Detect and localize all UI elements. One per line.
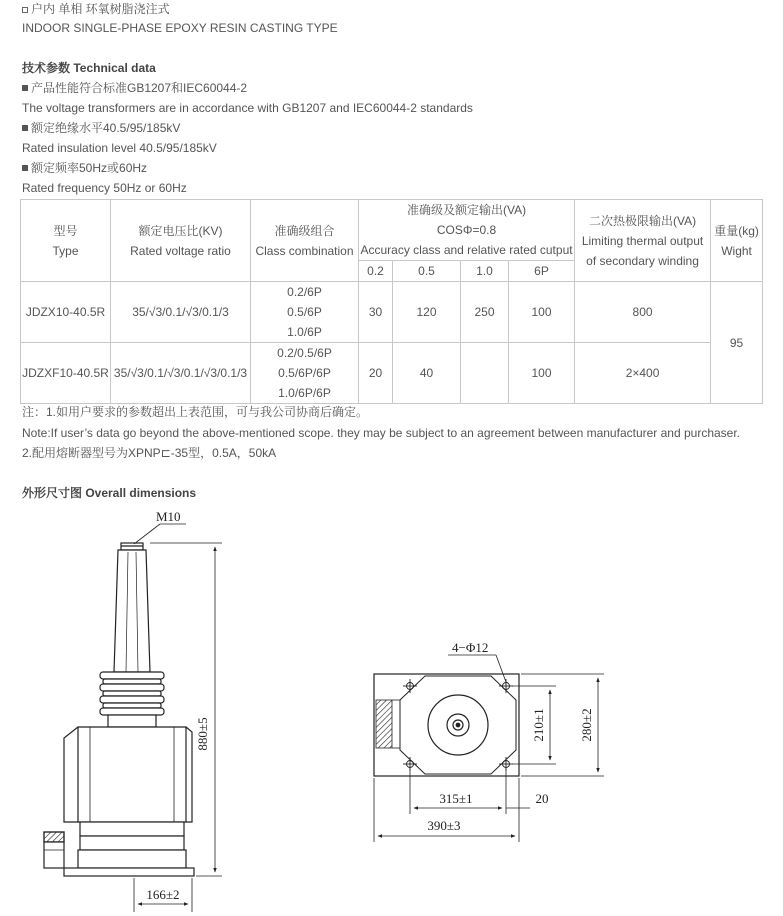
cell-02: 30 bbox=[359, 282, 393, 343]
title-en: INDOOR SINGLE-PHASE EPOXY RESIN CASTING TYPE bbox=[22, 21, 338, 35]
header-type: 型号 Type bbox=[21, 200, 111, 282]
cell-weight: 95 bbox=[711, 282, 763, 404]
cell-thermal: 800 bbox=[575, 282, 711, 343]
spec-table bbox=[20, 199, 763, 404]
cell-type: JDZXF10-40.5R bbox=[21, 343, 111, 404]
header-sub-6p: 6P bbox=[509, 261, 575, 282]
tech-item-cn: 产品性能符合标准GB1207和IEC60044-2 bbox=[22, 80, 247, 96]
tech-item-en: The voltage transformers are in accordance with GB1207 and IEC60044-2 standards bbox=[22, 101, 473, 115]
header-accuracy: 准确级及额定输出(VA) COSΦ=0.8 Accuracy class and relative rated cutput bbox=[359, 200, 575, 261]
cell-type: JDZX10-40.5R bbox=[21, 282, 111, 343]
header-sub-02: 0.2 bbox=[359, 261, 393, 282]
header-ratio: 额定电压比(KV) Rated voltage ratio bbox=[111, 200, 251, 282]
cell-05: 40 bbox=[393, 343, 461, 404]
cell-thermal: 2×400 bbox=[575, 343, 711, 404]
table-row bbox=[21, 282, 763, 343]
label-280: 280±2 bbox=[579, 708, 594, 742]
cell-6p: 100 bbox=[509, 282, 575, 343]
cell-6p: 100 bbox=[509, 343, 575, 404]
cell-ratio: 35/√3/0.1/√3/0.1/3 bbox=[111, 282, 251, 343]
bullet-icon bbox=[22, 125, 28, 131]
note-1-en: Note:If user’s data go beyond the above-mentioned scope. they may be subject to an agreement between manufacturer and purchaser. bbox=[22, 426, 741, 440]
note-2-cn: 2.配用熔断器型号为XPNP⊏-35型，0.5A，50kA bbox=[22, 446, 277, 460]
top-view bbox=[374, 674, 519, 776]
insulator-sheds bbox=[100, 672, 164, 715]
note-1-cn: 注：1.如用户要求的参数超出上表范围，可与我公司协商后确定。 bbox=[22, 405, 369, 419]
title-cn: 户内 单相 环氧树脂浇注式 bbox=[22, 1, 170, 17]
header-class: 准确级组合 Class combination bbox=[251, 200, 359, 282]
label-m10: M10 bbox=[156, 509, 181, 524]
cell-class: 0.2/0.5/6P 0.5/6P/6P 1.0/6P/6P bbox=[251, 343, 359, 404]
dimensions-heading: 外形尺寸图 Overall dimensions bbox=[22, 486, 197, 500]
cell-02: 20 bbox=[359, 343, 393, 404]
header-weight: 重量(kg) Wight bbox=[711, 200, 763, 282]
header-sub-10: 1.0 bbox=[461, 261, 509, 282]
dimension-drawing bbox=[0, 500, 783, 916]
bullet-icon bbox=[22, 85, 28, 91]
cell-10 bbox=[461, 343, 509, 404]
bullet-icon bbox=[22, 7, 28, 13]
label-holes: 4−Φ12 bbox=[452, 640, 489, 655]
label-20: 20 bbox=[535, 791, 549, 806]
cell-05: 120 bbox=[393, 282, 461, 343]
header-thermal: 二次热极限输出(VA) Limiting thermal output of secondary winding bbox=[575, 200, 711, 282]
tech-item-en: Rated insulation level 40.5/95/185kV bbox=[22, 141, 217, 155]
bullet-icon bbox=[22, 165, 28, 171]
tech-item-en: Rated frequency 50Hz or 60Hz bbox=[22, 181, 187, 195]
header-sub-05: 0.5 bbox=[393, 261, 461, 282]
cell-10: 250 bbox=[461, 282, 509, 343]
cell-class: 0.2/6P 0.5/6P 1.0/6P bbox=[251, 282, 359, 343]
label-height: 880±5 bbox=[195, 717, 210, 751]
tech-item-cn: 额定绝缘水平40.5/95/185kV bbox=[22, 120, 180, 136]
tech-heading: 技术参数 Technical data bbox=[22, 61, 156, 75]
side-view bbox=[44, 543, 194, 876]
tech-item-cn: 额定频率50Hz或60Hz bbox=[22, 160, 147, 176]
label-315: 315±1 bbox=[439, 791, 473, 806]
label-390: 390±3 bbox=[427, 818, 461, 833]
label-210: 210±1 bbox=[531, 708, 546, 742]
table-row bbox=[21, 343, 763, 404]
label-base-width: 166±2 bbox=[146, 887, 180, 902]
cell-ratio: 35/√3/0.1/√3/0.1/√3/0.1/3 bbox=[111, 343, 251, 404]
